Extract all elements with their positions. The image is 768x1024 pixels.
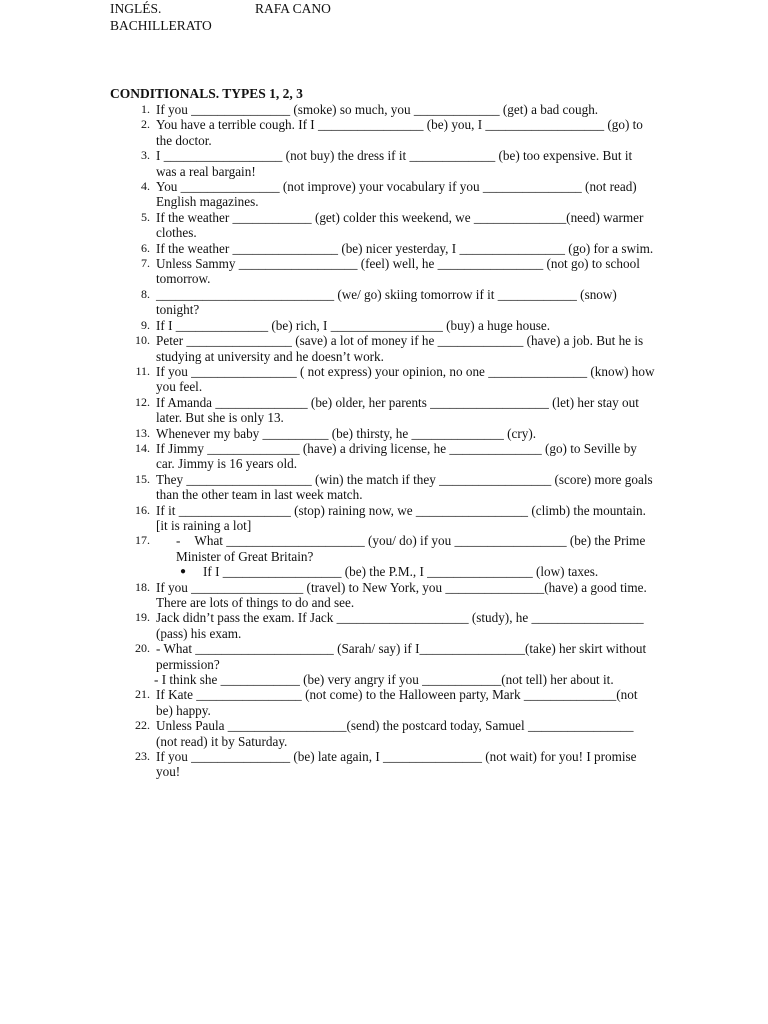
document-header xyxy=(110,0,670,34)
exercise-list xyxy=(110,102,655,780)
dialogue-reply: - I think she ____________ (be) very angry if you ____________(not tell) her about it. xyxy=(154,672,614,688)
exercise-text: If it _________________ (stop) raining now, we _________________ (climb) the mountain. [it is raining a lot] xyxy=(156,502,646,533)
header-subject: INGLÉS. xyxy=(110,1,162,16)
exercise-item xyxy=(110,749,655,780)
exercise-number: 19. xyxy=(135,610,150,625)
exercise-text: If you _______________ (be) late again, I _______________ (not wait) for you! I promise you! xyxy=(156,749,637,780)
bullet-icon: ● xyxy=(180,566,187,578)
exercise-text: If you _________________ (travel) to New York, you _______________(have) a good time. There are lots of things to do and see. xyxy=(156,579,647,610)
header-level: BACHILLERATO xyxy=(110,18,212,33)
exercise-text: Jack didn’t pass the exam. If Jack ____________________ (study), he _________________ (pass) his exam. xyxy=(156,610,644,641)
exercise-number: 20. xyxy=(135,641,150,656)
exercise-number: 15. xyxy=(135,471,150,486)
exercise-number: 18. xyxy=(135,579,150,594)
exercise-item xyxy=(110,179,655,210)
exercise-number: 22. xyxy=(135,718,150,733)
exercise-number: 14. xyxy=(135,440,150,455)
exercise-item xyxy=(110,503,655,534)
exercise-item xyxy=(110,333,655,364)
exercise-text: ___________________________ (we/ go) skiing tomorrow if it ____________ (snow) tonight? xyxy=(156,286,617,318)
exercise-text: - What _____________________ (Sarah/ say) if I________________(take) her skirt without permission? xyxy=(156,641,647,672)
exercise-text: Unless Sammy __________________ (feel) well, he ________________ (not go) to school tomorrow. xyxy=(156,256,640,287)
exercise-number: 9. xyxy=(141,317,150,332)
exercise-item xyxy=(110,641,655,687)
exercise-item xyxy=(110,241,655,256)
exercise-item xyxy=(110,117,655,148)
exercise-number: 4. xyxy=(141,179,150,194)
exercise-item xyxy=(110,533,655,579)
exercise-item xyxy=(110,610,655,641)
header-teacher: RAFA CANO xyxy=(255,1,331,16)
exercise-item xyxy=(110,318,655,333)
exercise-text: I __________________ (not buy) the dress if it _____________ (be) too expensive. But it was a real bargain! xyxy=(156,148,633,179)
exercise-item xyxy=(110,395,655,426)
exercise-text: If the weather ________________ (be) nicer yesterday, I ________________ (go) for a swim. xyxy=(156,240,654,256)
exercise-item xyxy=(110,148,655,179)
exercise-item xyxy=(110,102,655,117)
exercise-item xyxy=(110,687,655,718)
exercise-number: 10. xyxy=(135,333,150,348)
exercise-number: 13. xyxy=(135,425,150,440)
exercise-number: 3. xyxy=(141,148,150,163)
exercise-number: 23. xyxy=(135,749,150,764)
exercise-text: Unless Paula __________________(send) the postcard today, Samuel ________________ (not read) it by Saturday. xyxy=(156,718,634,749)
exercise-item xyxy=(110,426,655,441)
exercise-number: 1. xyxy=(141,102,150,116)
exercise-number: 16. xyxy=(135,502,150,517)
exercise-item xyxy=(110,256,655,287)
bullet-text: If I __________________ (be) the P.M., I ________________ (low) taxes. xyxy=(203,564,599,580)
exercise-number: 21. xyxy=(135,687,150,702)
exercise-number: 7. xyxy=(141,256,150,271)
page-title: CONDITIONALS. TYPES 1, 2, 3 xyxy=(110,86,303,101)
exercise-number: 2. xyxy=(141,117,150,132)
exercise-text: If I ______________ (be) rich, I _________________ (buy) a huge house. xyxy=(156,317,551,333)
exercise-number: 12. xyxy=(135,394,150,409)
exercise-text: If Kate ________________ (not come) to the Halloween party, Mark ______________(not be) happy. xyxy=(156,687,638,718)
exercise-number: 17. xyxy=(135,533,150,548)
exercise-item xyxy=(110,441,655,472)
exercise-text: If you _______________ (smoke) so much, you _____________ (get) a bad cough. xyxy=(156,102,599,117)
exercise-text: They ___________________ (win) the match if they _________________ (score) more goals than the other team in last week match. xyxy=(156,471,653,503)
exercise-item xyxy=(110,718,655,749)
exercise-text: If you ________________ ( not express) your opinion, no one _______________ (know) how you feel. xyxy=(156,363,655,395)
exercise-item xyxy=(110,580,655,611)
exercise-number: 5. xyxy=(141,209,150,224)
exercise-item xyxy=(110,287,655,318)
exercise-number: 6. xyxy=(141,240,150,255)
exercise-item xyxy=(110,364,655,395)
dialogue-dash: - xyxy=(176,533,181,549)
exercise-text: You have a terrible cough. If I ________________ (be) you, I __________________ (go) to the doctor. xyxy=(156,117,643,148)
exercise-item xyxy=(110,210,655,241)
exercise-number: 8. xyxy=(141,286,150,301)
exercise-text: If Amanda ______________ (be) older, her parents __________________ (let) her stay out later. But she is only 13. xyxy=(156,394,639,426)
exercise-text xyxy=(176,533,655,564)
answer-bullet-line xyxy=(156,564,655,579)
exercise-sentence: What _____________________ (you/ do) if you _________________ (be) the Prime Minister of Great Britain? xyxy=(176,533,646,564)
exercise-number: 11. xyxy=(135,363,150,378)
exercise-text: You _______________ (not improve) your vocabulary if you _______________ (not read) English magazines. xyxy=(156,179,637,210)
exercise-text: If the weather ____________ (get) colder this weekend, we ______________(need) warmer clothes. xyxy=(156,209,644,241)
exercise-item xyxy=(110,472,655,503)
exercise-text: Whenever my baby __________ (be) thirsty, he ______________ (cry). xyxy=(156,425,537,441)
exercise-text: If Jimmy ______________ (have) a driving license, he ______________ (go) to Seville by car. Jimmy is 16 years old. xyxy=(156,440,637,472)
exercise-text: Peter ________________ (save) a lot of money if he _____________ (have) a job. But he is studying at university and he doesn’t work. xyxy=(156,333,644,364)
